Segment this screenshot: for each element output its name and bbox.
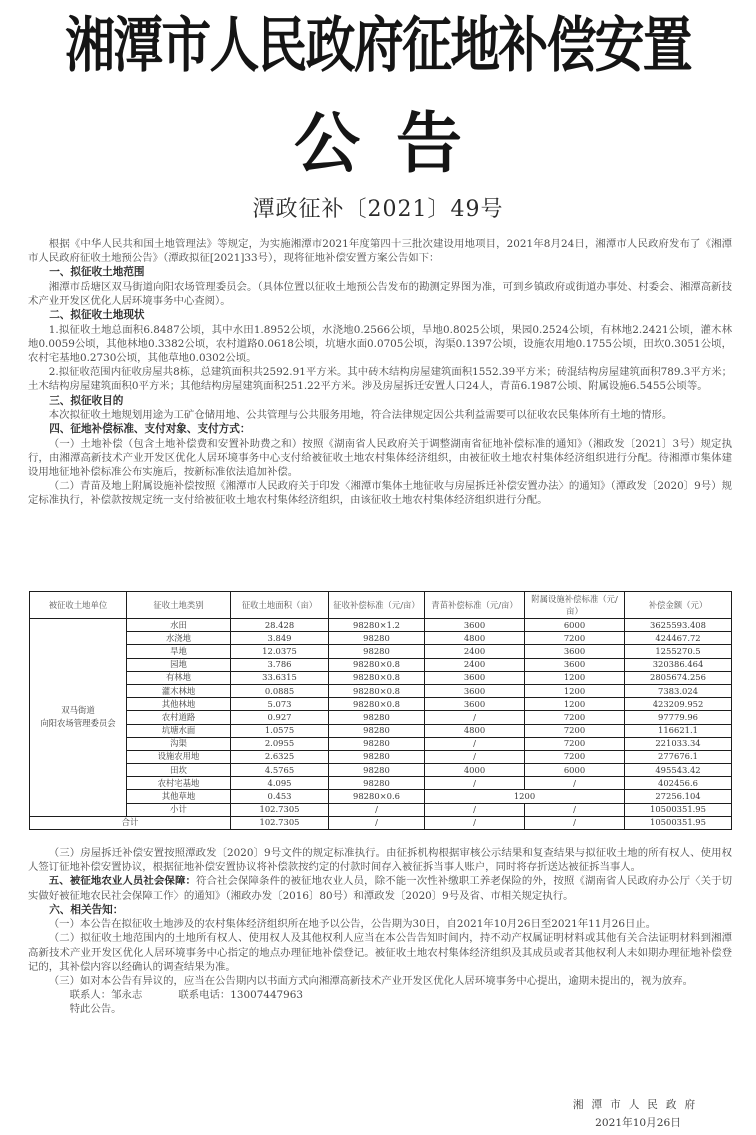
area-cell: 3.849 — [231, 632, 329, 645]
section-6-paragraph-3: （三）如对本公告有异议的，应当在公告期内以书面方式向湘潭高新技术产业开发区优化人居环境事务中心提出，逾期未提出的，视为放弃。 — [48, 975, 694, 988]
section-5-paragraph — [28, 874, 732, 902]
crop-cell: / — [425, 711, 525, 724]
crop-cell: 3600 — [425, 684, 525, 697]
land-type-cell: 其他草地 — [127, 790, 231, 803]
contact-phone: 联系电话：13007447963 — [178, 989, 303, 1002]
facility-cell: 7200 — [525, 724, 625, 737]
header-cell: 补偿金额（元） — [625, 592, 732, 619]
crop-cell: 4800 — [425, 632, 525, 645]
header-cell: 被征收土地单位 — [30, 592, 127, 619]
area-cell: 0.0885 — [231, 684, 329, 697]
standard-cell: / — [329, 816, 425, 829]
watermark-logo — [688, 1068, 750, 1108]
contact-line — [28, 988, 732, 1002]
land-type-cell: 园地 — [127, 658, 231, 671]
intro-paragraph: 根据《中华人民共和国土地管理法》等规定，为实施湘潭市2021年度第四十三批次建设用地项目，2021年8月24日，湘潭市人民政府发布了《湘潭市人民政府征收土地预公告》（潭政拟征[2021]33号），现将征地补偿安置方案公告如下： — [28, 238, 732, 265]
header-cell: 征收土地面积（亩） — [231, 592, 329, 619]
facility-cell: 6000 — [525, 764, 625, 777]
subtotal-label: 小计 — [127, 803, 231, 816]
section-4-paragraph-1: （一）土地补偿（包含土地补偿费和安置补助费之和）按照《湖南省人民政府关于调整湖南省征地补偿标准的通知》（湘政发〔2021〕3号）规定执行，由湘潭高新技术产业开发区优化人居环境事务中心支付给被征收土地农村集体经济组织，由被征收土地农村集体经济组织进行分配。待湘潭市集体建设用地征地补偿标准公布实施后，按新标准依法追加补偿。 — [28, 437, 732, 479]
table-row — [30, 777, 732, 790]
header-cell: 附属设施补偿标准（元/亩） — [525, 592, 625, 619]
amount-cell: 10500351.95 — [625, 816, 732, 829]
land-type-cell: 设施农用地 — [127, 750, 231, 763]
standard-cell: 98280×0.6 — [329, 790, 425, 803]
standard-cell: 98280 — [329, 645, 425, 658]
standard-cell: 98280 — [329, 764, 425, 777]
section-6-heading: 六、相关告知： — [49, 903, 124, 916]
land-type-cell: 沟渠 — [127, 737, 231, 750]
table-body — [30, 619, 732, 830]
standard-cell: 98280 — [329, 711, 425, 724]
facility-cell: 3600 — [525, 645, 625, 658]
amount-cell: 277676.1 — [625, 750, 732, 763]
section-2-paragraph-1: 1.拟征收土地总面积6.8487公顷，其中水田1.8952公顷，水浇地0.2566公顷，旱地0.8025公顷，果园0.2524公顷，有林地2.2421公顷，灌木林地0.0059公顷，其他林地0.3382公顷，农村道路0.0618公顷，坑塘水面0.0705公顷，沟渠0.1397公顷，设施农用地0.1755公顷，田坎0.3051公顷，农村宅基地0.2730公顷，其他草地0.0302公顷。 — [28, 323, 732, 365]
table-row — [30, 724, 732, 737]
table-row — [30, 645, 732, 658]
table-row — [30, 790, 732, 803]
land-type-cell: 灌木林地 — [127, 684, 231, 697]
section-6-paragraph-2: （二）拟征收土地范围内的土地所有权人、使用权人及其他权利人应当在本公告告知时间内，持不动产权属证明材料或其他有关合法证明材料到湘潭高新技术产业开发区优化人居环境事务中心指定的地点办理征地补偿登记。被征收土地农村集体经济组织及其成员或者其他权利人未如期办理征地补偿登记的，其补偿内容以经确认的调查结果为准。 — [28, 932, 732, 973]
section-4-heading: 四、征地补偿标准、支付对象、支付方式： — [49, 423, 251, 436]
crop-cell: 4800 — [425, 724, 525, 737]
area-cell: 102.7305 — [231, 803, 329, 816]
standard-cell: 98280×0.8 — [329, 658, 425, 671]
area-cell: 4.5765 — [231, 764, 329, 777]
standard-cell: 98280×0.8 — [329, 684, 425, 697]
area-cell: 1.0575 — [231, 724, 329, 737]
table-row — [30, 619, 732, 632]
amount-cell: 424467.72 — [625, 632, 732, 645]
standard-cell: 98280×0.8 — [329, 698, 425, 711]
crop-cell: / — [425, 750, 525, 763]
merged-standard-cell: 1200 — [425, 790, 625, 803]
standard-cell: 98280 — [329, 724, 425, 737]
table-row — [30, 658, 732, 671]
amount-cell: 320386.464 — [625, 658, 732, 671]
land-type-cell: 其他林地 — [127, 698, 231, 711]
table-row — [30, 698, 732, 711]
header-cell: 青苗补偿标准（元/亩） — [425, 592, 525, 619]
area-cell: 3.786 — [231, 658, 329, 671]
crop-cell: / — [425, 737, 525, 750]
table-row — [30, 632, 732, 645]
amount-cell: 221033.34 — [625, 737, 732, 750]
standard-cell: 98280×0.8 — [329, 671, 425, 684]
facility-cell: 3600 — [525, 658, 625, 671]
amount-cell: 7383.024 — [625, 684, 732, 697]
crop-cell: / — [425, 777, 525, 790]
section-1-heading: 一、拟征收土地范围 — [49, 266, 145, 279]
facility-cell: 7200 — [525, 711, 625, 724]
facility-cell: 1200 — [525, 698, 625, 711]
section-5-text: 符合社会保障条件的被征地农业人员，除不能一次性补缴职工养老保险的外，按照《湖南省人民政府办公厅〈关于切实做好被征地农民社会保障工作〉的通知》（湘政办发〔2016〕80号）和潭政发〔2020〕9号及省、市相关规定执行。 — [28, 875, 733, 902]
total-label: 合计 — [30, 816, 231, 829]
table-row — [30, 711, 732, 724]
section-5-heading: 五、被征地农业人员社会保障： — [48, 875, 196, 888]
area-cell: 4.095 — [231, 777, 329, 790]
document-number: 潭政征补〔2021〕49号 — [252, 197, 504, 222]
notice-title: 湘潭市人民政府征地补偿安置 — [65, 11, 691, 81]
land-type-cell: 田坎 — [127, 764, 231, 777]
amount-cell: 116621.1 — [625, 724, 732, 737]
crop-cell: / — [425, 816, 525, 829]
section-3-text: 本次拟征收土地规划用途为工矿仓储用地、公共管理与公共服务用地，符合法律规定因公共利益需要可以征收农民集体所有土地的情形。 — [48, 409, 673, 422]
land-type-cell: 农村宅基地 — [127, 777, 231, 790]
amount-cell: 1255270.5 — [625, 645, 732, 658]
area-cell: 2.6325 — [231, 750, 329, 763]
notice-title-line2: 公告 — [294, 105, 498, 182]
amount-cell: 495543.42 — [625, 764, 732, 777]
amount-cell: 423209.952 — [625, 698, 732, 711]
amount-cell: 402456.6 — [625, 777, 732, 790]
crop-cell: 2400 — [425, 658, 525, 671]
section-1-text: 湘潭市岳塘区双马街道向阳农场管理委员会。（具体位置以征收土地预公告发布的勘测定界图为准，可到乡镇政府或街道办事处、村委会、湘潭高新技术产业开发区优化人居环境事务中心查阅）。 — [28, 280, 732, 308]
area-cell: 102.7305 — [231, 816, 329, 829]
notice-body-continued — [28, 846, 732, 1017]
section-6-paragraph-1: （一）本公告在拟征收土地涉及的农村集体经济组织所在地予以公告，公告期为30日，自2021年10月26日至2021年11月26日止。 — [48, 918, 657, 931]
contact-person: 联系人：邹永志 — [69, 989, 143, 1002]
subtotal-row — [30, 803, 732, 816]
area-cell: 28.428 — [231, 619, 329, 632]
compensation-table — [29, 591, 732, 830]
standard-cell: 98280 — [329, 750, 425, 763]
land-type-cell: 农村道路 — [127, 711, 231, 724]
facility-cell: 7200 — [525, 750, 625, 763]
standard-cell: 98280 — [329, 632, 425, 645]
section-4-paragraph-3: （三）房屋拆迁补偿安置按照潭政发〔2020〕9号文件的规定标准执行。由征拆机构根据审核公示结果和复查结果与拟征收土地的所有权人、使用权人签订征地补偿安置协议，根据征地补偿安置协议将补偿款按约定的付款时间存入被征拆当事人账户，同时将存折送达被征拆当事人。 — [28, 847, 732, 874]
total-row — [30, 816, 732, 829]
section-4-paragraph-2: （二）青苗及地上附属设施补偿按照《湘潭市人民政府关于印发〈湘潭市集体土地征收与房屋拆迁补偿安置办法〉的通知》（潭政发〔2020〕9号）规定标准执行，补偿款按规定统一支付给被征收土地农村集体经济组织，由该征收土地农村集体经济组织进行分配。 — [28, 480, 732, 507]
facility-cell: 1200 — [525, 684, 625, 697]
land-unit-cell: 双马街道 向阳农场管理委员会 — [30, 619, 127, 817]
area-cell: 33.6315 — [231, 671, 329, 684]
table-row — [30, 671, 732, 684]
facility-cell: / — [525, 777, 625, 790]
crop-cell: 3600 — [425, 698, 525, 711]
crop-cell: 4000 — [425, 764, 525, 777]
crop-cell: 2400 — [425, 645, 525, 658]
standard-cell: 98280 — [329, 737, 425, 750]
land-type-cell: 水田 — [127, 619, 231, 632]
facility-cell: 6000 — [525, 619, 625, 632]
section-3-heading: 三、拟征收目的 — [49, 394, 124, 407]
crop-cell: / — [425, 803, 525, 816]
notice-body — [28, 237, 732, 508]
facility-cell: 1200 — [525, 671, 625, 684]
area-cell: 0.927 — [231, 711, 329, 724]
table-row — [30, 737, 732, 750]
facility-cell: 7200 — [525, 737, 625, 750]
header-cell: 征收补偿标准（元/亩） — [329, 592, 425, 619]
section-2-paragraph-2: 2.拟征收范围内征收房屋共8栋，总建筑面积共2592.91平方米。其中砖木结构房屋建筑面积1552.39平方米；砖混结构房屋建筑面积789.3平方米；土木结构房屋建筑面积0平方米；其他结构房屋建筑面积251.22平方米。涉及房屋拆迁安置人口24人，青苗6.1987公顷、附属设施6.5455公顷等。 — [28, 366, 732, 393]
table-row — [30, 750, 732, 763]
area-cell: 0.453 — [231, 790, 329, 803]
header-cell: 征收土地类别 — [127, 592, 231, 619]
table-header-row — [30, 592, 732, 619]
area-cell: 2.0955 — [231, 737, 329, 750]
facility-cell: / — [525, 803, 625, 816]
table-row — [30, 764, 732, 777]
facility-cell: 7200 — [525, 632, 625, 645]
issue-date: 2021年10月26日 — [595, 1117, 681, 1129]
land-type-cell: 旱地 — [127, 645, 231, 658]
table-row — [30, 684, 732, 697]
closing-line: 特此公告。 — [69, 1003, 122, 1016]
crop-cell: 3600 — [425, 671, 525, 684]
standard-cell: 98280×1.2 — [329, 619, 425, 632]
area-cell: 12.0375 — [231, 645, 329, 658]
standard-cell: 98280 — [329, 777, 425, 790]
amount-cell: 97779.96 — [625, 711, 732, 724]
issuing-organization: 湘潭市人民政府 — [572, 1099, 704, 1111]
amount-cell: 10500351.95 — [625, 803, 732, 816]
section-2-heading: 二、拟征收土地现状 — [49, 309, 145, 322]
land-type-cell: 有林地 — [127, 671, 231, 684]
amount-cell: 27256.104 — [625, 790, 732, 803]
amount-cell: 3625593.408 — [625, 619, 732, 632]
land-type-cell: 水浇地 — [127, 632, 231, 645]
area-cell: 5.073 — [231, 698, 329, 711]
crop-cell: 3600 — [425, 619, 525, 632]
standard-cell: / — [329, 803, 425, 816]
amount-cell: 2805674.256 — [625, 671, 732, 684]
land-type-cell: 坑塘水面 — [127, 724, 231, 737]
facility-cell: / — [525, 816, 625, 829]
